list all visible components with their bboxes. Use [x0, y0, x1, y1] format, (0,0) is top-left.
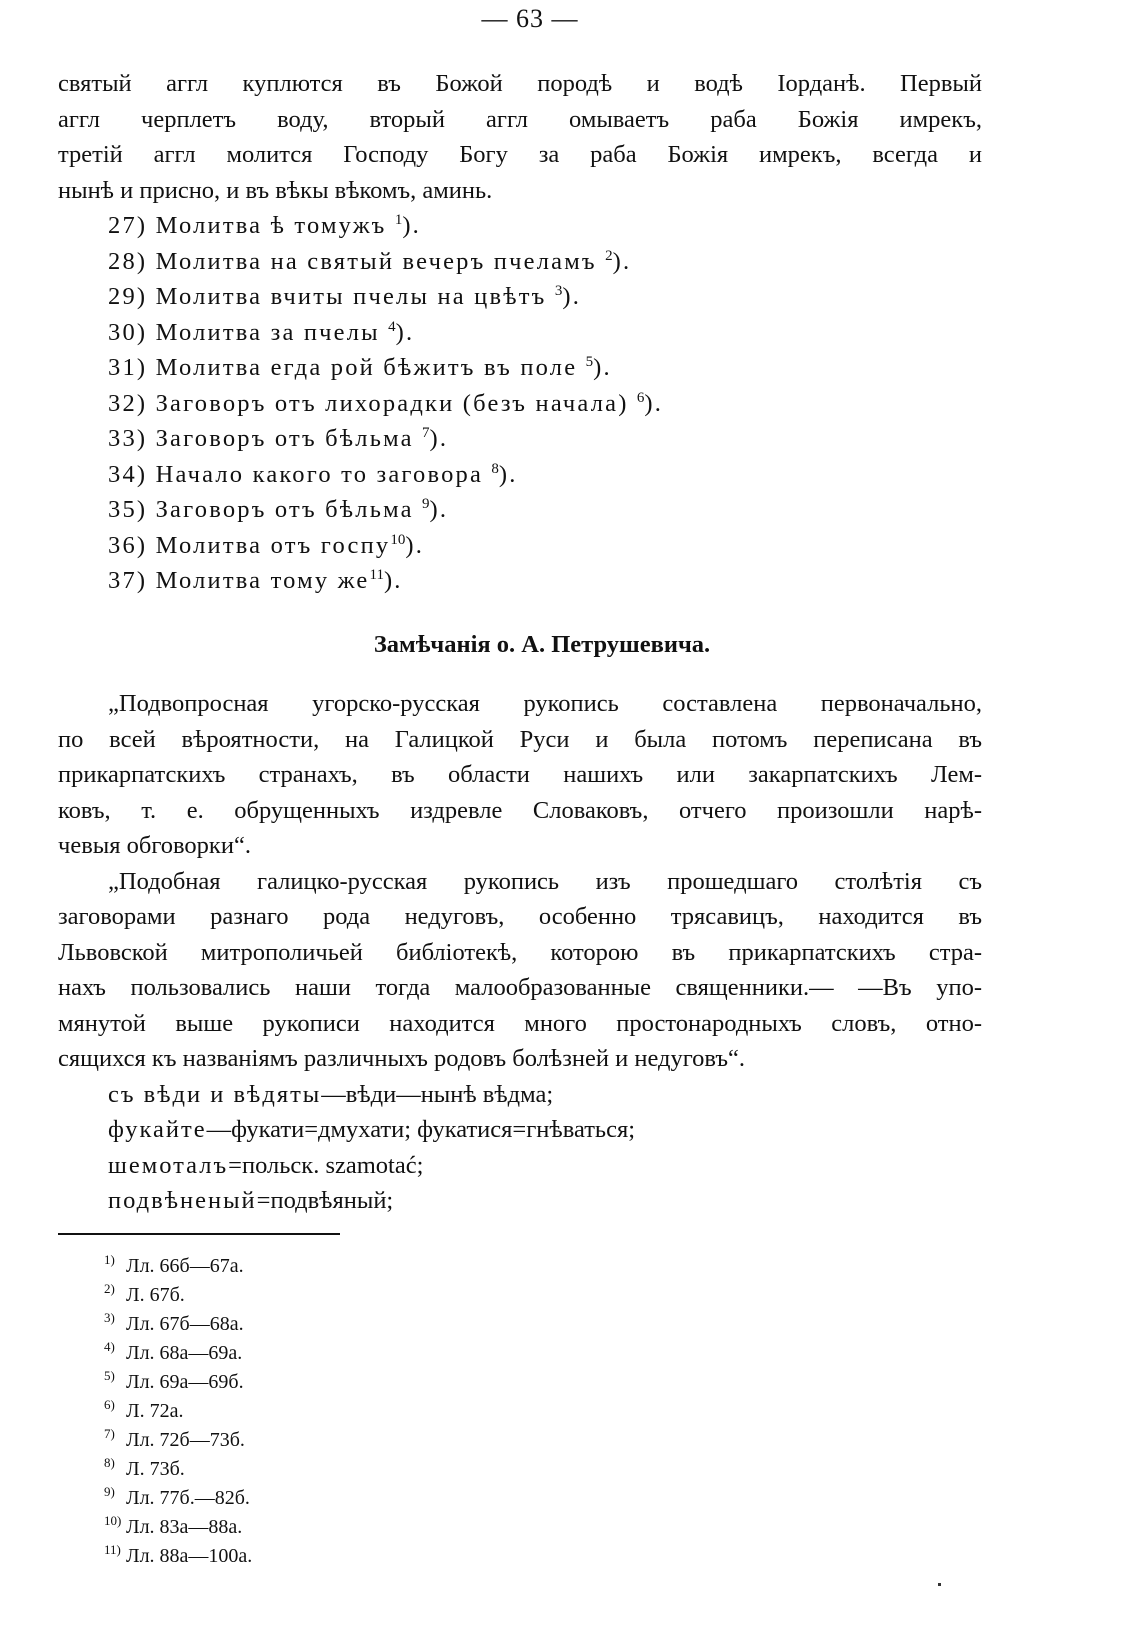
list-item: 35) Заговоръ отъ бѣльма $^9$). [108, 495, 449, 523]
list-item: 36) Молитва отъ госпу$^{10}$). [108, 531, 425, 559]
text-line: по всей вѣроятности, на Галицкой Руси и была потомъ переписана въ [58, 725, 982, 753]
list-item: 27) Молитва ѣ томужъ $^1$). [108, 211, 421, 239]
text-line: мянутой выше рукописи находится много простонародныхъ словъ, отно- [58, 1009, 982, 1037]
footnote: 4) Лл. 68а—69а. [104, 1339, 243, 1364]
footnote: 9) Лл. 77б.—82б. [104, 1484, 250, 1509]
paragraph-remarks-1 [58, 686, 982, 864]
text-line: сящихся къ названiямъ различныхъ родовъ болѣзней и недуговъ“. [58, 1045, 746, 1072]
text-line: аггл черплетъ воду, вторый аггл омываетъ раба Божiя имрекъ, [58, 105, 982, 133]
footnote-ref[interactable]: 5 [585, 353, 594, 370]
text-line: Львовской митрополичьей библiотекѣ, которою въ прикарпатскихъ стра- [58, 938, 982, 966]
list-item: 34) Начало какого то заговора $^8$). [108, 460, 518, 488]
glossary [58, 1077, 982, 1219]
text-line: нахъ пользовались наши тогда малообразованные священники.— —Въ упо- [58, 974, 982, 1001]
list-item: 29) Молитва вчиты пчелы на цвѣтъ $^3$). [108, 282, 582, 310]
footnote-ref[interactable]: 11 [369, 566, 384, 583]
footnotes [104, 1252, 252, 1571]
footnote-ref[interactable]: 1 [394, 211, 403, 228]
footnote: 5) Лл. 69а—69б. [104, 1368, 244, 1393]
page-number: — 63 — [481, 4, 579, 33]
footnote-ref[interactable]: 2 [605, 247, 613, 264]
footnote: 2) Л. 67б. [104, 1281, 185, 1306]
text-line: заговорами разнаго рода недуговъ, особенно трясавицъ, находится въ [58, 903, 982, 930]
glossary-entry: шемоталъ=польск. szamotać; [108, 1151, 424, 1179]
text-line: третiй аггл молится Господу Богу за раба Божiя имрекъ, всегда и [58, 141, 982, 168]
text-line: святый аггл куплются въ Божой породѣ и водѣ Iорданѣ. Первый [58, 70, 982, 97]
list-item: 37) Молитва тому $же^{11}$). [108, 566, 403, 594]
list-item: 31) Молитва егда рой бѣжитъ въ поле $^5$). [108, 353, 612, 381]
prayer-list [58, 208, 982, 599]
text-line: „Подобная галицко-русская рукопись изъ прошедшаго столѣтiя съ [108, 867, 982, 895]
footnote-ref[interactable]: 4 [388, 318, 396, 335]
glossary-entry: подвѣненый=подвѣяный; [108, 1187, 394, 1214]
section-heading: Замѣчанiя о. А. Петрушевича. [373, 630, 711, 658]
footnote-ref[interactable]: 10 [390, 531, 406, 548]
footnote-ref[interactable]: 3 [554, 282, 563, 299]
list-item: 32) Заговоръ отъ лихорадки (безъ начала) $^6$). [108, 389, 664, 417]
footnote: 3) Лл. 67б—68а. [104, 1310, 244, 1335]
main-text [58, 66, 982, 1219]
footnote-divider [58, 1233, 340, 1235]
footnote: 11) Лл. 88а—100а. [104, 1542, 253, 1567]
footnote: 10) Лл. 83а—88а. [104, 1513, 243, 1538]
list-item: 28) Молитва на святый вечеръ пчеламъ $^2$). [108, 247, 632, 275]
list-item: 30) Молитва за пчелы $^4$). [108, 318, 415, 346]
footnote-ref[interactable]: 9 [422, 495, 430, 512]
footnote-ref[interactable]: 7 [422, 424, 430, 441]
footnote: 8) Л. 73б. [104, 1455, 185, 1480]
text-line: „Подвопросная угорско-русская рукопись составлена первоначально, [108, 690, 982, 717]
footnote: 7) Лл. 72б—73б. [104, 1426, 245, 1451]
text-line: прикарпатскихъ странахъ, въ области нашихъ или закарпатскихъ Лем- [58, 761, 982, 788]
paragraph-remarks-2 [58, 864, 982, 1077]
glossary-entry: съ вѣди и вѣдяты—вѣди—нынѣ вѣдма; [108, 1080, 554, 1108]
opening-paragraph [58, 66, 982, 208]
text-line: чевыя обговорки“. [58, 832, 251, 859]
footnote: 1) Лл. 66б—67а. [104, 1252, 244, 1277]
footnote: 6) Л. 72а. [104, 1397, 184, 1422]
footnote-ref[interactable]: 8 [491, 460, 499, 477]
glossary-entry: фукайте—фукати=дмухати; фукатися=гнѣваться; [108, 1116, 636, 1143]
text-line: нынѣ и присно, и въ вѣкы вѣкомъ, аминь. [58, 176, 493, 204]
text-line: ковъ, т. е. обрущенныхъ издревле Словаковъ, отчего произошли нарѣ- [58, 796, 982, 824]
list-item: 33) Заговоръ отъ бѣльма $^7$). [108, 424, 449, 452]
print-speck [938, 1583, 941, 1586]
footnote-ref[interactable]: 6 [636, 389, 645, 406]
